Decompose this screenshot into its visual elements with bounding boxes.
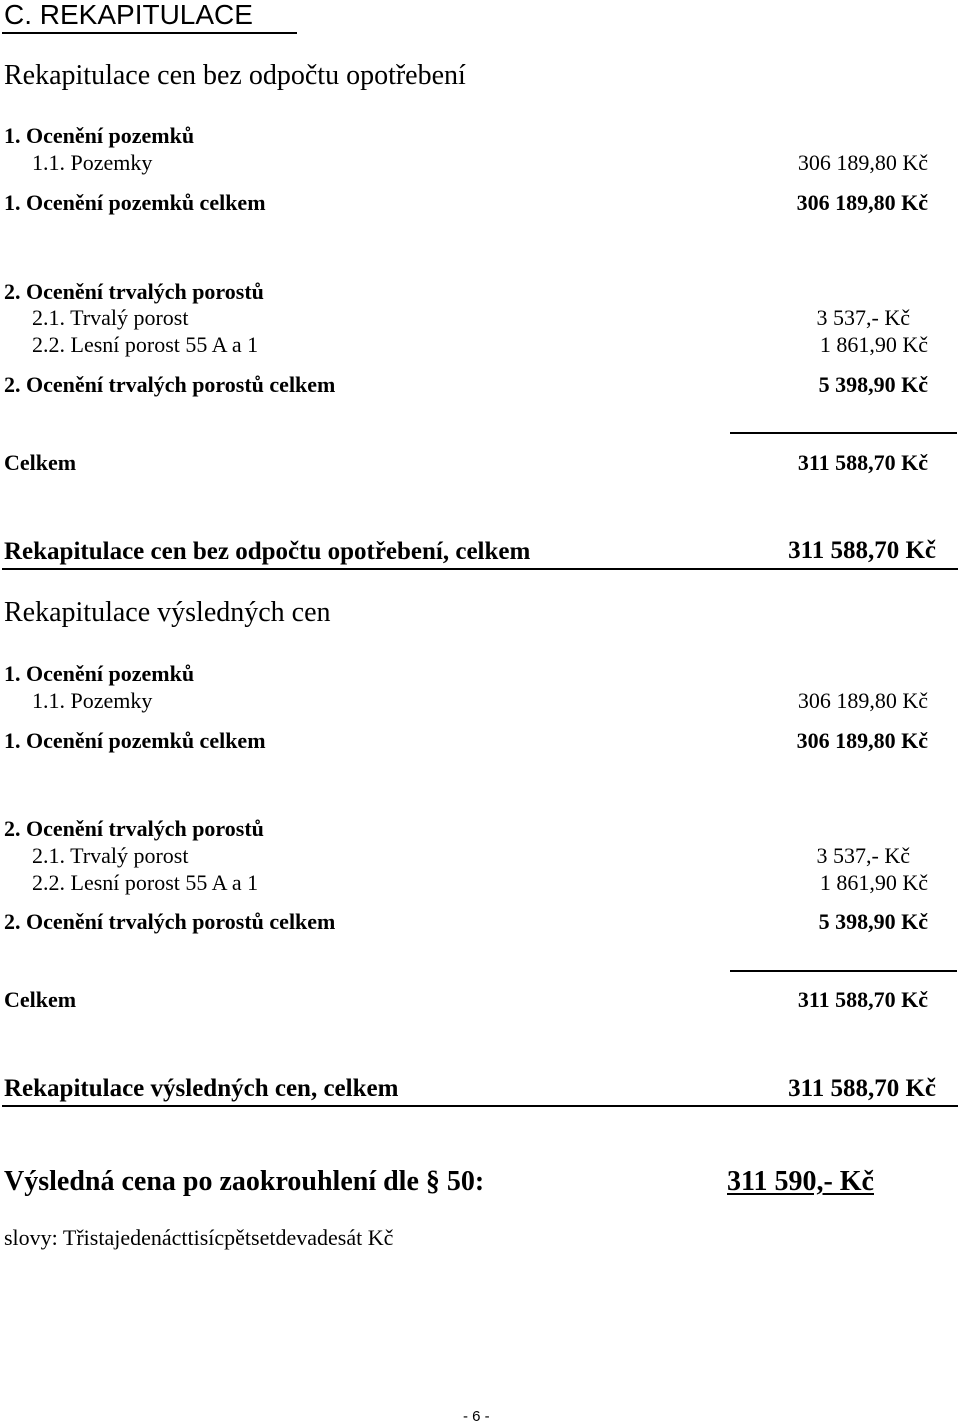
block2-summary-value: 311 588,70 Kč: [788, 1075, 936, 1102]
block1-summary-label: Rekapitulace cen bez odpočtu opotřebení, celkem: [4, 538, 531, 565]
block1-group2-total-value: 5 398,90 Kč: [818, 372, 928, 397]
block2-group2-total-value: 5 398,90 Kč: [818, 909, 928, 934]
block2-lesni-porost-value: 1 861,90 Kč: [819, 870, 928, 895]
block1-group2-total-label: 2. Ocenění trvalých porostů celkem: [4, 372, 336, 397]
block2-sum-rule: [730, 970, 957, 972]
block1-trvaly-porost-label: 2.1. Trvalý porost: [32, 305, 189, 330]
block1-pozemky-label: 1.1. Pozemky: [32, 150, 153, 175]
block1-summary-value: 311 588,70 Kč: [788, 537, 936, 564]
block1-lesni-porost-label: 2.2. Lesní porost 55 A a 1: [32, 332, 259, 357]
block2-summary-label: Rekapitulace výsledných cen, celkem: [4, 1075, 399, 1102]
block2-group2-title: 2. Ocenění trvalých porostů: [4, 816, 264, 841]
block1-group2-title: 2. Ocenění trvalých porostů: [4, 279, 264, 304]
block1-celkem-label: Celkem: [4, 450, 77, 475]
page-number: - 6 -: [463, 1408, 490, 1425]
block1-group1-title: 1. Ocenění pozemků: [4, 123, 195, 148]
block1-group1-total-value: 306 189,80 Kč: [796, 190, 928, 215]
block1-heading: Rekapitulace cen bez odpočtu opotřebení: [4, 60, 466, 91]
block1-celkem-value: 311 588,70 Kč: [797, 450, 928, 475]
block2-group2-total-label: 2. Ocenění trvalých porostů celkem: [4, 909, 336, 934]
block1-trvaly-porost-value: 3 537,- Kč: [816, 305, 910, 330]
block2-group1-total-value: 306 189,80 Kč: [796, 728, 928, 753]
block2-pozemky-label: 1.1. Pozemky: [32, 688, 153, 713]
block2-heading: Rekapitulace výsledných cen: [4, 597, 331, 628]
block2-group1-total-label: 1. Ocenění pozemků celkem: [4, 728, 266, 753]
section-title-underline: [2, 32, 297, 34]
block2-trvaly-porost-label: 2.1. Trvalý porost: [32, 843, 189, 868]
block1-lesni-porost-value: 1 861,90 Kč: [819, 332, 928, 357]
final-price-label: Výsledná cena po zaokrouhlení dle § 50:: [4, 1166, 485, 1197]
block1-group1-total-label: 1. Ocenění pozemků celkem: [4, 190, 266, 215]
block1-pozemky-value: 306 189,80 Kč: [797, 150, 928, 175]
block2-celkem-label: Celkem: [4, 987, 77, 1012]
block1-summary-rule: [2, 568, 958, 570]
price-in-words: slovy: Třistajedenácttisícpětsetdevadesát Kč: [4, 1225, 394, 1250]
block2-group1-title: 1. Ocenění pozemků: [4, 661, 195, 686]
final-price-value: 311 590,- Kč: [727, 1166, 874, 1197]
block2-summary-rule: [2, 1105, 958, 1107]
section-title: C. REKAPITULACE: [4, 0, 253, 30]
block2-celkem-value: 311 588,70 Kč: [797, 987, 928, 1012]
block1-sum-rule: [730, 432, 957, 434]
block2-lesni-porost-label: 2.2. Lesní porost 55 A a 1: [32, 870, 259, 895]
block2-pozemky-value: 306 189,80 Kč: [797, 688, 928, 713]
block2-trvaly-porost-value: 3 537,- Kč: [816, 843, 910, 868]
